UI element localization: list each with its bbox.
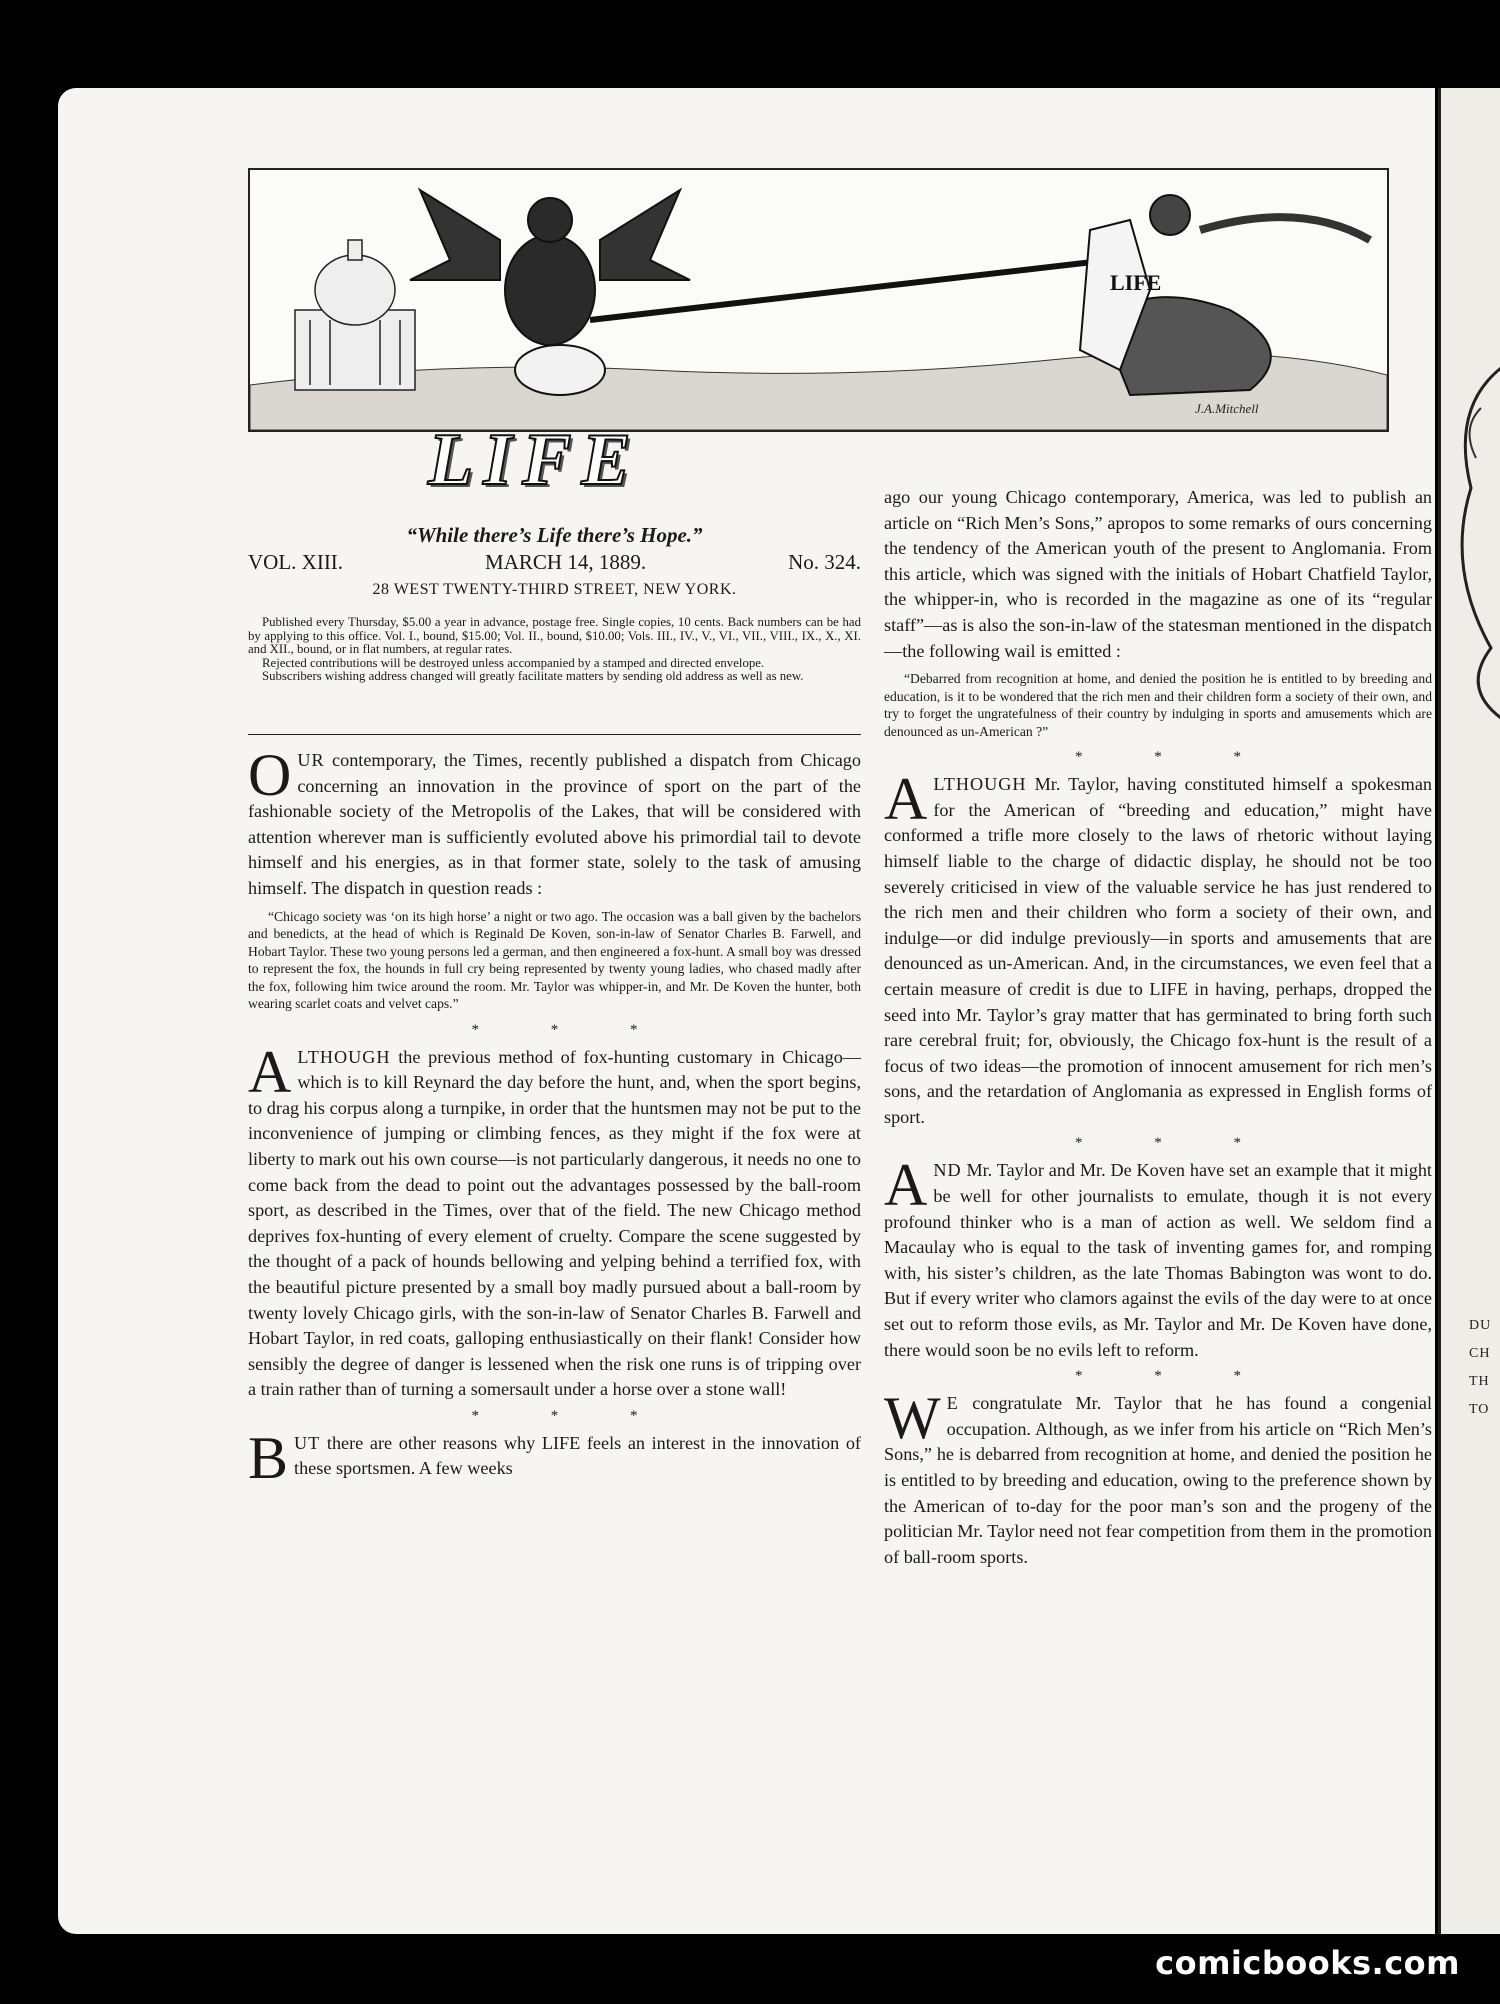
drop-cap: A [884, 1152, 928, 1219]
edge-text-line: CH [1469, 1346, 1491, 1361]
drop-cap: O [248, 742, 292, 808]
masthead-illustration [248, 168, 1389, 432]
watermark: comicbooks.com [1155, 1944, 1460, 1982]
publisher-address: 28 WEST TWENTY-THIRD STREET, NEW YORK. [372, 581, 737, 598]
drop-cap: A [884, 766, 928, 833]
section-stars: * * * [1075, 749, 1275, 766]
section-stars: * * * [1075, 1368, 1275, 1385]
volume-line [248, 550, 861, 575]
drop-cap: W [884, 1385, 941, 1452]
magazine-page [58, 88, 1435, 1934]
article-column-1 [248, 742, 861, 1491]
motto: “While there’s Life there’s Hope.” [406, 523, 703, 547]
section-stars: * * * [471, 1021, 672, 1038]
issue-date: MARCH 14, 1889. [485, 550, 647, 574]
shield-label: LIFE [1110, 270, 1162, 295]
edge-text-line: TO [1469, 1402, 1490, 1417]
edge-text-line: DU [1469, 1318, 1492, 1333]
life-logo: LIFE [428, 419, 641, 501]
section-stars: * * * [1075, 1135, 1275, 1152]
paragraph: ALTHOUGH the previous method of fox-hunting customary in Chicago—which is to kill Reynard the day before the hunt, and, when the sport begins, to drag his corpus along a turnpike, in order that the huntsmen may not be put to the inconvenience of jumping or climbing fences, as they might if the fox were at liberty to mark out his own course—is not particularly dangerous, it needs no one to come back from the dead to point out the advantages possessed by the ball-room sport, as described in the Times, over that of the field. The new Chicago method deprives fox-hunting of every element of cruelty. Compare the scene suggested by the thought of a pack of hounds bellowing and yelping behind a terrified fox, with the beautiful picture presented by a small boy madly pursued about a ball-room by twenty lovely Chicago girls, with the son-in-law of Senator Charles B. Farwell and Hobart Taylor, in red coats, galloping enthusiastically on their flank! Consider how sensibly the degree of danger is lessened when the risk one runs is of tripping over a train rather than of turning a somersault under a horse over a stone wall! [248, 1038, 861, 1400]
dispatch-quote: “Chicago society was ‘on its high horse’ a night or two ago. The occasion was a ball given by the bachelors and benedicts, at the head of which is Reginald De Koven, son-in-law of Senator Charles B. Farwell, and Hobart Taylor. These two young persons led a german, and then engineered a fox-hunt. A small boy was dressed to represent the fox, the hounds in full cry being represented by twenty young ladies, who chased madly after the fox, following him twice around the room. Mr. Taylor was whipper-in, and Mr. De Koven the hunter, both wearing scarlet coats and velvet caps.” [248, 908, 861, 1012]
paragraph: ago our young Chicago contemporary, America, was led to publish an article on “Rich Men’s Sons,” apropos to some remarks of ours concerning the tendency of the American youth of the present to Anglomania. From this article, which was signed with the initials of Hobart Chatfield Taylor, the whipper-in, who is recorded in the magazine as one of its “regular staff”—as is also the son-in-law of the statesman mentioned in the dispatch—the following wail is emitted : [884, 487, 1432, 661]
volume: VOL. XIII. [248, 550, 344, 574]
issue-number: No. 324. [788, 550, 861, 574]
edge-text-line: TH [1469, 1374, 1490, 1389]
notice-address-change: Subscribers wishing address changed will greatly facilitate matters by sending old address as well as new. [262, 669, 804, 683]
paragraph: ALTHOUGH Mr. Taylor, having constituted himself a spokesman for the American of “breeding and education,” might have conformed a trifle more closely to the laws of rhetoric without laying himself liable to the charge of didactic display, he should not be too severely criticised in view of the valuable service he has just rendered to the rich men and their children who form a society of their own, and indulge—or did indulge previously—in sports and amusements that are denounced as un-American. And, in the circumstances, we even feel that a certain measure of credit is due to LIFE in having, perhaps, dropped the seed into Mr. Taylor’s gray matter that has germinated to bring forth such rare cerebral fruit; for, obviously, the Chicago fox-hunt is the result of a focus of two ideas—the promotion of innocent amusement for rich men’s sons, and the retardation of Anglomania as expressed in English forms of sport. [884, 766, 1432, 1127]
adjacent-page-edge [1438, 88, 1500, 1934]
section-stars: * * * [471, 1407, 672, 1424]
artist-signature: J.A.Mitchell [1195, 401, 1259, 416]
devil-and-knight-illustration [250, 170, 1387, 430]
paragraph: BUT there are other reasons why LIFE feels an interest in the innovation of these sportsmen. A few weeks [248, 1424, 861, 1491]
publication-notice [248, 616, 861, 684]
paragraph: AND Mr. Taylor and Mr. De Koven have set an example that it might be well for other journalists to emulate, though it is not every profound thinker who is a man of action as well. We seldom find a Macaulay who is equal to the task of inventing games for, and romping with, his sister’s children, as the late Thomas Babington was wont to do. But if every writer who clamors against the evils of the day were to at once set out to reform those evils, as Mr. Taylor and Mr. De Koven have done, there would soon be no evils left to reform. [884, 1152, 1432, 1360]
drop-cap: A [248, 1038, 292, 1105]
drop-cap: B [248, 1424, 289, 1491]
article-column-2 [884, 485, 1432, 1570]
notice-contributions: Rejected contributions will be destroyed unless accompanied by a stamped and directed envelope. [262, 655, 765, 670]
sketch-fragment-icon [1441, 348, 1500, 728]
paragraph: W E congratulate Mr. Taylor that he has found a congenial occupation. Although, as we infer from his article on “Rich Men’s Sons,” he is debarred from recognition at home, and denied the position he is entitled to by breeding and education, owing to the preference shown by the American of to-day for the poor man’s son and the progeny of the politician Mr. Taylor need not fear competition from them in the promotion of ball-room sports. [884, 1385, 1432, 1567]
notice-subscription: Published every Thursday, $5.00 a year in advance, postage free. Single copies, 10 cents. Back numbers can be had by applying to this office. Vol. I., bound, $15.00; Vol. II., bound, $10.00; Vols. III., IV., V., VI., VII., VIII., IX., X., XI. and XII., bound, or in flat numbers, at regular rates. [248, 615, 861, 656]
magazine-quote: “Debarred from recognition at home, and denied the position he is entitled to by breeding and education, is it to be wondered that the rich men and their children form a society of their own, and try to forget the ungratefulness of their country by indulging in sports and amusements which are denounced as un-American ?” [884, 671, 1432, 739]
divider-rule [248, 734, 861, 735]
paragraph: OUR contemporary, the Times, recently published a dispatch from Chicago concerning an innovation in the province of sport on the part of the fashionable society of the Metropolis of the Lakes, that will be considered with attention wherever man is sufficiently evoluted above his primordial tail to devote himself and his energies, as in that former state, solely to the task of amusing himself. The dispatch in question reads : [248, 742, 861, 898]
